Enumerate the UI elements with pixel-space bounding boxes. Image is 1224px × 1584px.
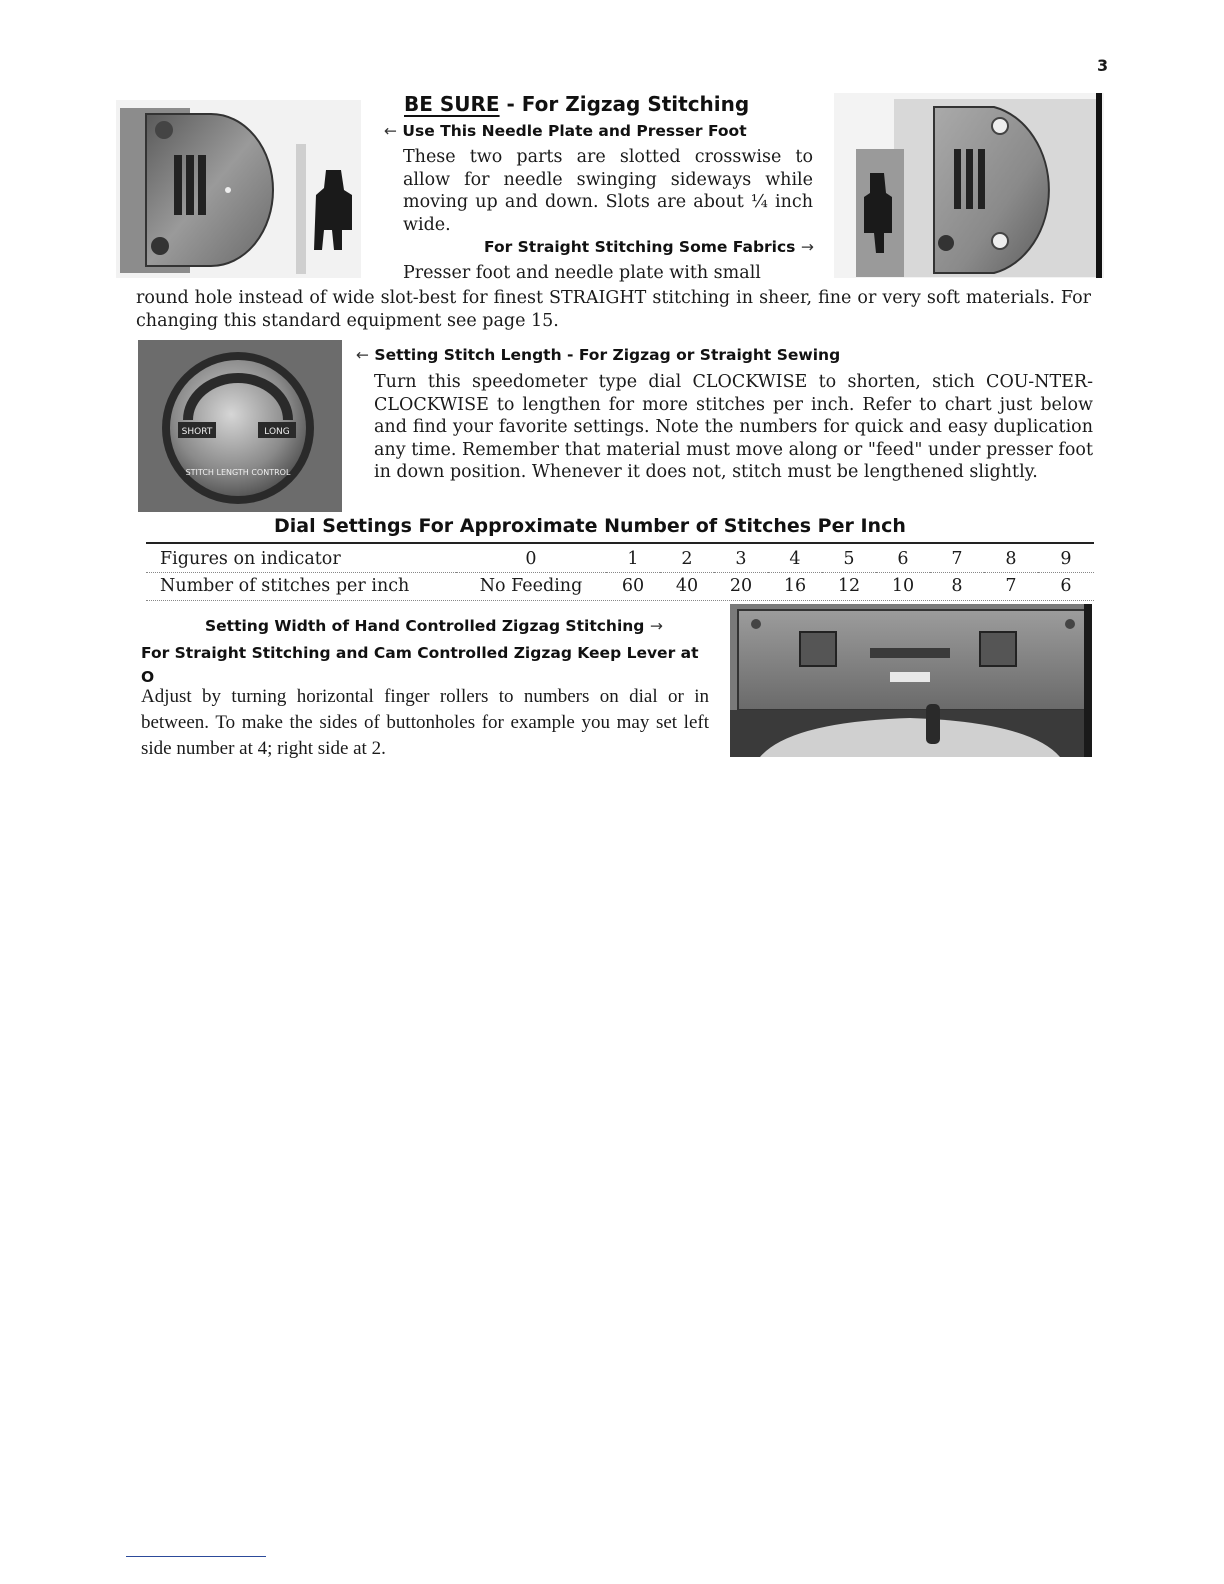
straight-stitching-text-continued: round hole instead of wide slot-best for finest STRAIGHT stitching in sheer, fine or very soft materials. For changing this standard equipment see page 15. (136, 288, 1091, 331)
stitches-cell: 12 (837, 576, 861, 596)
use-needle-plate-label: Use This Needle Plate and Presser Foot (402, 122, 747, 140)
dial-table-title: Dial Settings For Approximate Number of Stitches Per Inch (274, 515, 906, 537)
zigzag-width-subhead (205, 617, 663, 635)
dial-ring-text: STITCH LENGTH CONTROL (185, 468, 291, 477)
zigzag-needle-plate-photo (116, 100, 361, 278)
dial-table-bottom-rule (146, 600, 1094, 602)
stitches-cell: 60 (621, 576, 645, 596)
figure-cell: 2 (660, 546, 714, 573)
stitch-length-subhead (356, 346, 840, 364)
zigzag-width-text: Adjust by turning horizontal finger rollers to numbers on dial or in between. To make the sides of buttonholes for example you may set left side number at 4; right side at 2. (141, 686, 709, 759)
stitches-row (146, 573, 1094, 600)
stitch-length-text: Turn this speedometer type dial CLOCKWISE to shorten, stich COU-NTER-CLOCKWISE to lengthen for more stitches per inch. Refer to chart just below and find your favorite settings. Note the numbers for quick and easy duplication any time. Remember that material must move along or "feed" under presser foot in down position. Whenever it does not, stitch must be lengthened slightly. (374, 372, 1093, 482)
straight-plate-and-foot-illustration (834, 93, 1104, 278)
dial-settings-table (146, 546, 1094, 599)
figures-row-label: Figures on indicator (146, 546, 456, 573)
straight-stitching-text-line1: Presser foot and needle plate with small (403, 263, 761, 283)
dial-long-label: LONG (264, 427, 290, 437)
zigzag-width-label: Setting Width of Hand Controlled Zigzag Stitching (205, 617, 645, 635)
zigzag-plate-and-foot-illustration (116, 100, 361, 278)
figure-cell: 1 (606, 546, 660, 573)
straight-needle-plate-photo (834, 93, 1104, 278)
zigzag-control-panel-photo (730, 604, 1092, 757)
figure-cell: 7 (930, 546, 984, 573)
stitches-cell: 40 (675, 576, 699, 596)
figure-cell: 3 (714, 546, 768, 573)
left-arrow-icon: ← (356, 346, 369, 364)
stitch-length-dial-illustration (138, 340, 342, 512)
stitches-cell: 10 (891, 576, 915, 596)
figure-cell: 6 (876, 546, 930, 573)
stitches-cell: 20 (729, 576, 753, 596)
use-needle-plate-text: These two parts are slotted crosswise to allow for needle swinging sideways while moving up and down. Slots are about ¼ inch wide. (403, 147, 813, 235)
right-arrow-icon: → (800, 238, 814, 256)
straight-stitching-subhead (484, 238, 814, 256)
stitch-length-label: Setting Stitch Length - For Zigzag or Straight Sewing (374, 346, 841, 364)
right-arrow-icon: → (649, 617, 663, 635)
left-arrow-icon: ← (384, 122, 397, 140)
figure-cell: 8 (984, 546, 1038, 573)
dial-table-top-rule (146, 542, 1094, 544)
keep-lever-subhead: For Straight Stitching and Cam Controlled Zigzag Keep Lever at O (141, 644, 699, 686)
figure-cell: 9 (1038, 546, 1094, 573)
title-rest: - For Zigzag Stitching (499, 92, 750, 116)
stitches-cell: 8 (951, 576, 963, 596)
straight-stitching-label: For Straight Stitching Some Fabrics (484, 238, 796, 256)
figure-cell: 4 (768, 546, 822, 573)
be-sure-label: BE SURE (404, 92, 500, 116)
figures-row (146, 546, 1094, 573)
stitches-cell: 6 (1060, 576, 1072, 596)
figure-cell: 0 (456, 546, 606, 573)
dial-short-label: SHORT (181, 427, 213, 437)
use-needle-plate-subhead (384, 122, 747, 140)
control-panel-illustration (730, 604, 1092, 757)
figure-cell: 5 (822, 546, 876, 573)
page-number: 3 (1097, 56, 1109, 75)
stitches-cell: No Feeding (479, 576, 583, 596)
footer-rule (126, 1556, 266, 1557)
stitches-row-label: Number of stitches per inch (160, 576, 410, 596)
section-title (404, 92, 749, 116)
stitches-cell: 16 (783, 576, 807, 596)
stitch-length-dial-photo (138, 340, 342, 512)
stitches-cell: 7 (1005, 576, 1017, 596)
